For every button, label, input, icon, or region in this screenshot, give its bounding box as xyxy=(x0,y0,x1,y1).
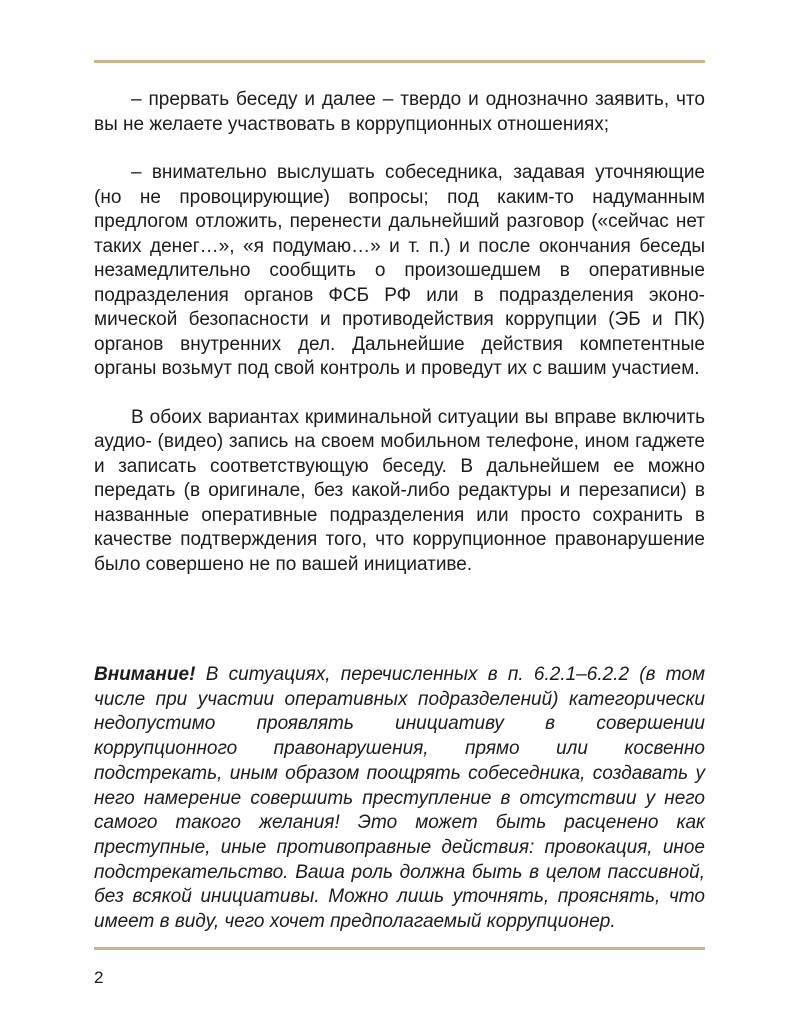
top-divider xyxy=(94,60,705,63)
body-text xyxy=(94,88,705,577)
bottom-divider xyxy=(94,947,705,950)
warning-text: В ситуациях, перечисленных в п. 6.2.1–6.2.2 (в том числе при участии оперативных подразделений) категорически недопустимо проявлять инициативу в совершении коррупционного правонарушения, прямо или косвенно подстрекать, иным образом поощрять собеседника, создавать у него намерение совершить преступление в отсутствии у него самого такого желания! Это может быть расценено как преступные, иные противоправные действия: провокация, иное подстрекательство. Ваша роль должна быть в целом пассивной, без всякой инициативы. Можно лишь уточнять, прояснять, что имеет в виду, чего хочет предполагаемый коррупционер. xyxy=(94,664,705,933)
paragraph-audio-video-recording: В обоих вариантах криминальной ситуации вы вправе включить аудио- (видео) запись на своем мобильном телефоне, ином гаджете и записать соответствующую беседу. В дальнейшем ее можно передать (в оригинале, без какой-либо редактуры и перезаписи) в названные оперативные подразделения или просто сохранить в качестве подтверждения того, что коррупционное правонарушение было совершено не по вашей инициативе. xyxy=(94,406,705,575)
warning-label: Внимание! xyxy=(94,664,196,685)
paragraph-interrupt-conversation: – прервать беседу и далее – твердо и однозначно заявить, что вы не желаете участвовать в коррупционных отношениях; xyxy=(94,89,705,135)
page-number: 2 xyxy=(94,968,104,987)
warning-notice xyxy=(94,663,705,935)
paragraph-listen-and-report: – внимательно выслушать собеседника, задавая уточняющие (но не провоцирующие) вопросы; под каким-то надуманным предлогом отложить, перенести дальнейший разговор («сейчас нет таких денег…», «я подумаю…» и т. п.) и после окончания беседы незамедлительно сообщить о произошедшем в оперативные подразделения органов ФСБ РФ или в подразделения экономической безопасности и противодействия коррупции (ЭБ и ПК) органов внутренних дел. Дальнейшие действия компетентные органы возьмут под свой контроль и проведут их с вашим участием. xyxy=(94,162,705,379)
